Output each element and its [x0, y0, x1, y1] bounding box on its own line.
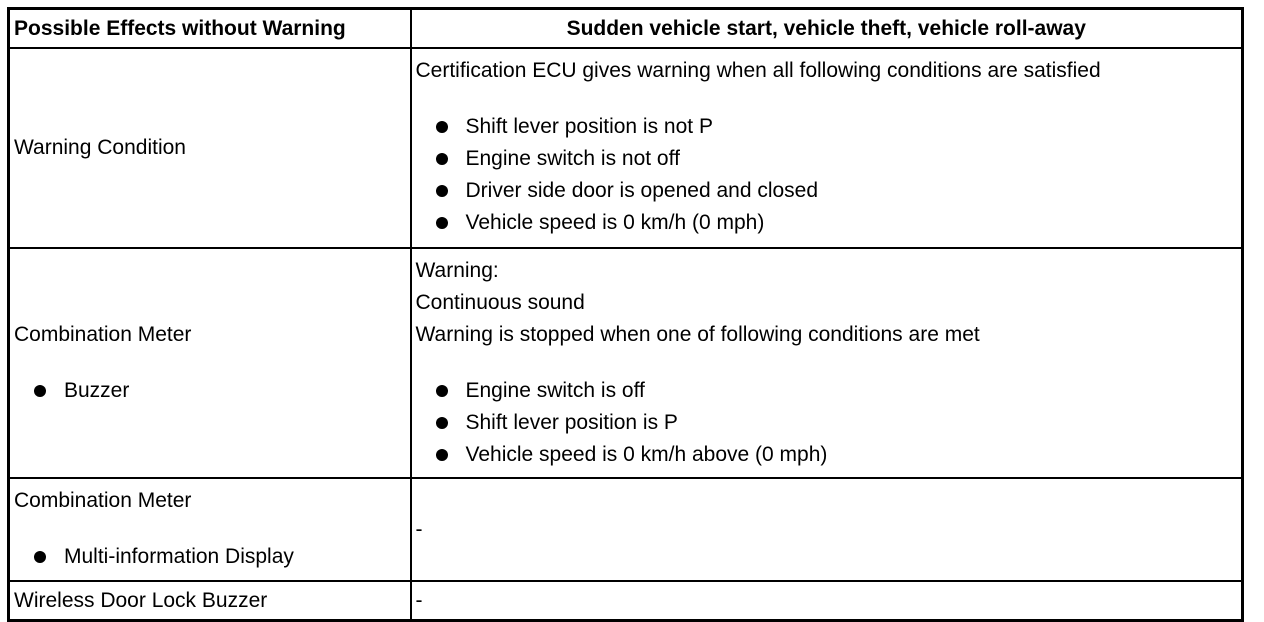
header-col2: Sudden vehicle start, vehicle theft, vehicle roll-away: [411, 9, 1243, 49]
header-col1: Possible Effects without Warning: [9, 9, 411, 49]
multi-info-label: Combination Meter: [14, 489, 192, 512]
table-row-warning-condition: [9, 48, 1243, 248]
row-value-buzzer: [411, 248, 1243, 478]
table-row-buzzer: [9, 248, 1243, 478]
header-row: [9, 9, 1243, 49]
bullet-icon: [436, 121, 448, 133]
list-item: Vehicle speed is 0 km/h above (0 mph): [430, 439, 1238, 471]
buzzer-line: Continuous sound: [415, 291, 585, 314]
bullet-icon: [436, 417, 448, 429]
bullet-icon: [436, 185, 448, 197]
list-item: Driver side door is opened and closed: [430, 175, 1238, 207]
buzzer-line: Warning is stopped when one of following conditions are met: [415, 323, 980, 346]
row-label-wireless-door-lock-buzzer: Wireless Door Lock Buzzer: [9, 581, 411, 621]
list-item: Multi-information Display: [28, 541, 406, 573]
bullet-icon: [436, 153, 448, 165]
bullet-icon: [436, 217, 448, 229]
multi-info-label-list: [14, 541, 406, 573]
bullet-icon: [34, 551, 46, 563]
row-value-multi-info-display: -: [411, 478, 1243, 581]
bullet-icon: [436, 449, 448, 461]
row-label-warning-condition: Warning Condition: [9, 48, 411, 248]
table-row-wireless-door-lock-buzzer: [9, 581, 1243, 621]
bullet-icon: [34, 385, 46, 397]
row-label-buzzer: [9, 248, 411, 478]
list-item: Shift lever position is not P: [430, 111, 1238, 143]
list-item: Shift lever position is P: [430, 407, 1238, 439]
list-item: Vehicle speed is 0 km/h (0 mph): [430, 207, 1238, 239]
buzzer-label: Combination Meter: [14, 323, 192, 346]
list-item: Engine switch is not off: [430, 143, 1238, 175]
row-label-multi-info-display: [9, 478, 411, 581]
buzzer-line: Warning:: [415, 259, 499, 282]
list-item: Buzzer: [28, 375, 406, 407]
list-item: Engine switch is off: [430, 375, 1238, 407]
row-value-wireless-door-lock-buzzer: -: [411, 581, 1243, 621]
bullet-icon: [436, 385, 448, 397]
buzzer-stop-list: [416, 375, 1238, 471]
buzzer-label-list: [14, 375, 406, 407]
warning-condition-list: [416, 111, 1238, 239]
warning-spec-table: [7, 7, 1244, 622]
warning-condition-intro: Certification ECU gives warning when all following conditions are satisfied: [415, 59, 1101, 82]
row-value-warning-condition: [411, 48, 1243, 248]
table-row-multi-info-display: [9, 478, 1243, 581]
